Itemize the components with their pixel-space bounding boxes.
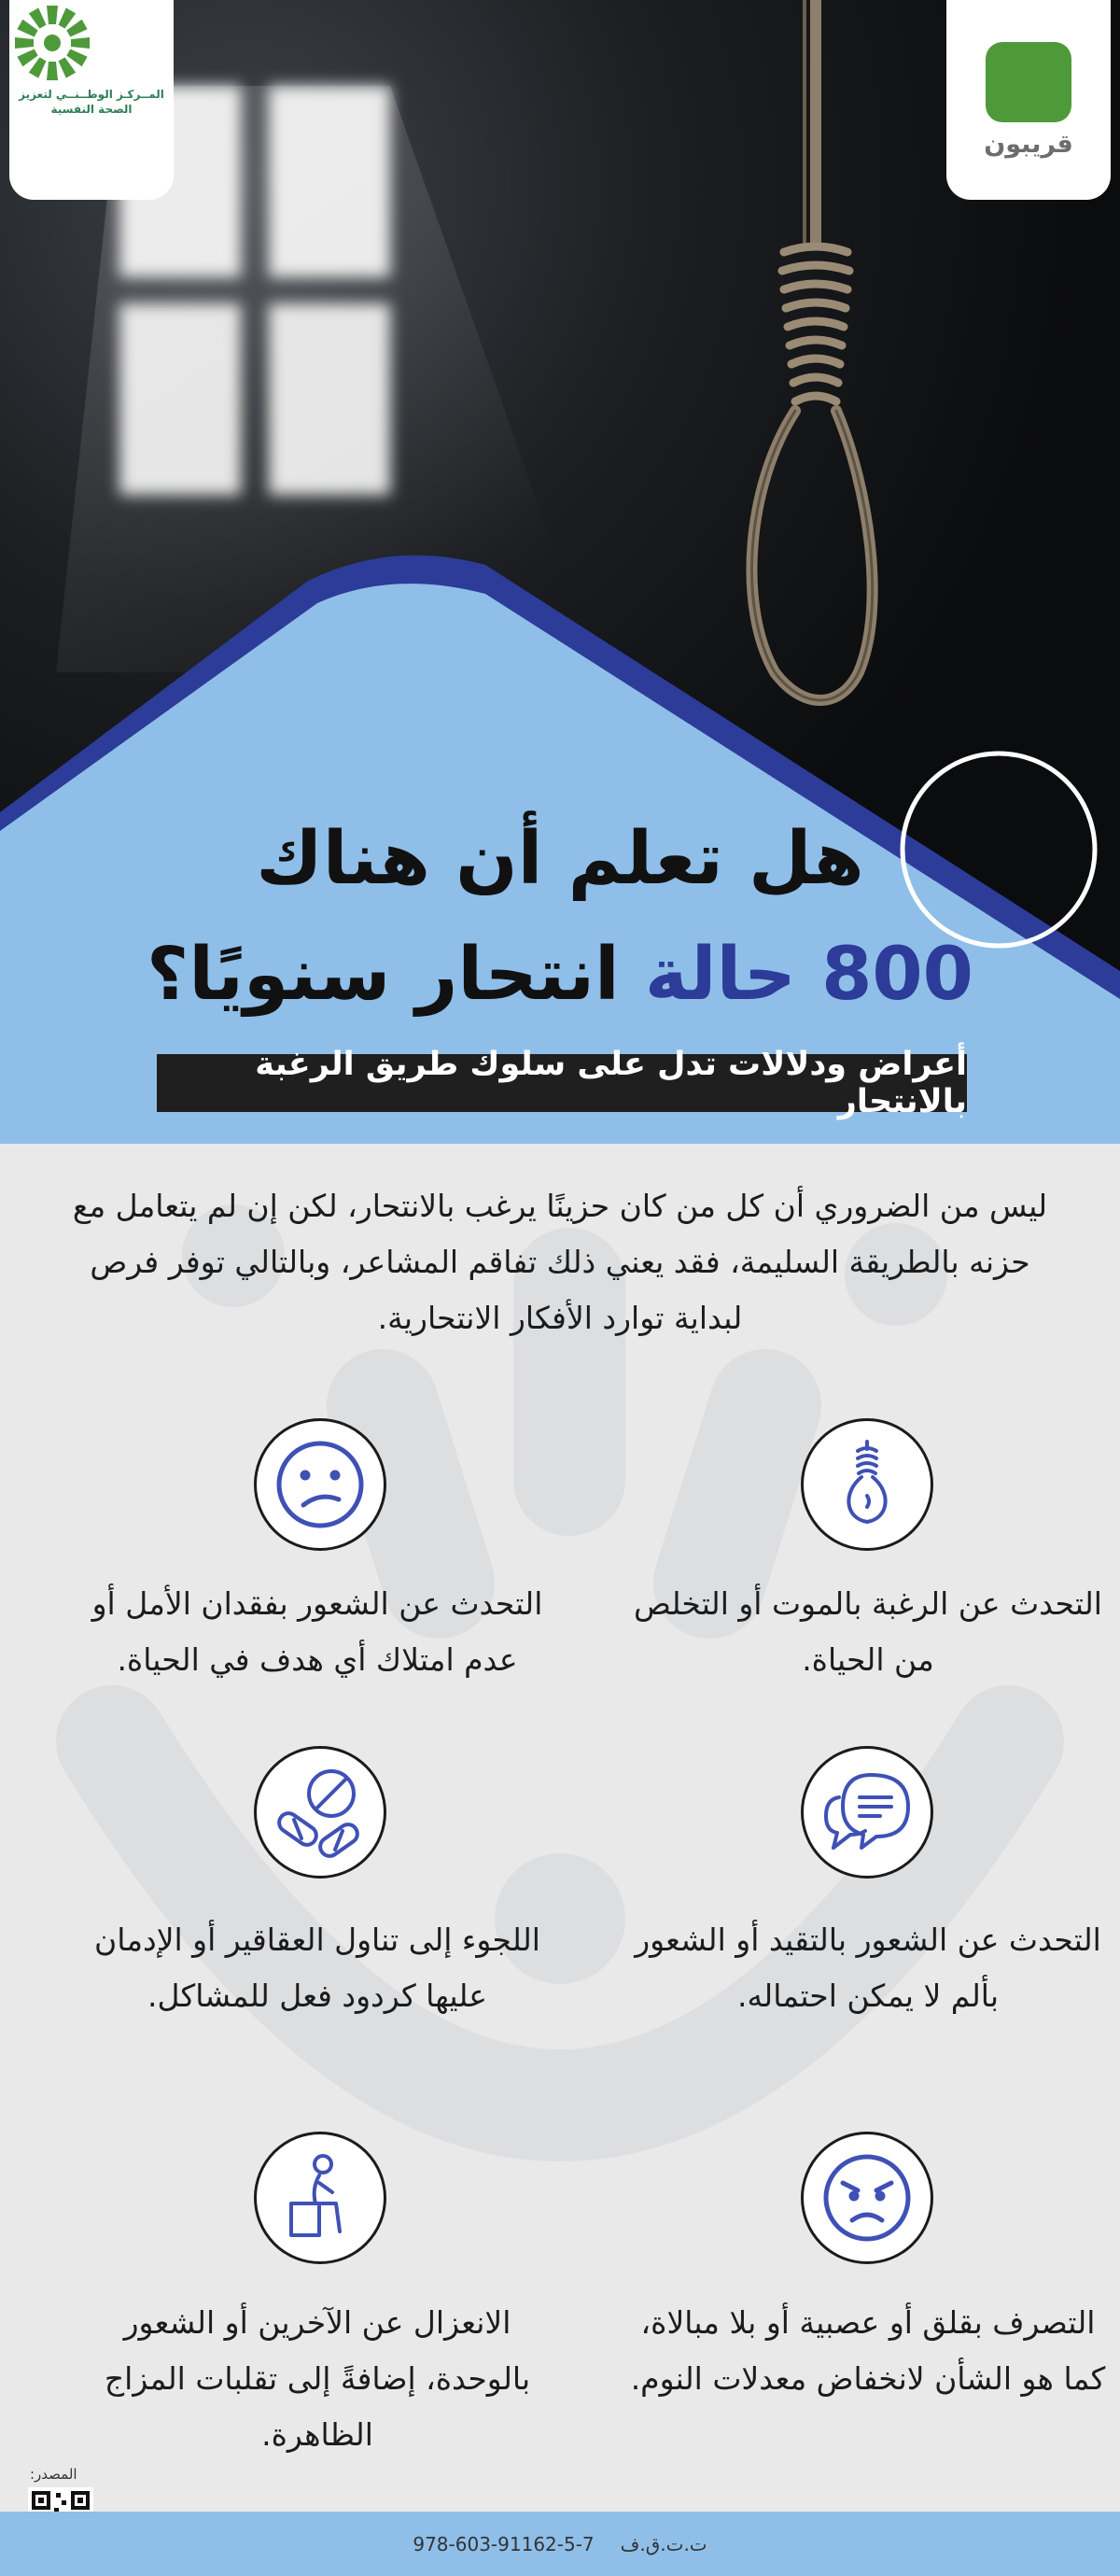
qareeboon-logo [946,0,1111,200]
qareeboon-name: قريبون [984,129,1073,159]
angry-face-icon [801,2132,933,2264]
headline-rest: انتحار سنويًا؟ [147,933,620,1017]
pills-icon [254,1746,386,1879]
isbn-number: 978-603-91162-5-7 [413,2532,595,2555]
sad-face-icon [254,1418,386,1551]
isolated-person-icon [254,2132,386,2264]
hero-section [0,0,1120,1144]
item-hopelessness: التحدث عن الشعور بفقدان الأمل أو عدم امتلاك أي هدف في الحياة. [91,1585,543,1678]
isbn-label: ت.ت.ق.ف [620,2532,707,2555]
headline-accent: 800 حالة [644,933,973,1017]
intro-paragraph: ليس من الضروري أن كل من كان حزينًا يرغب بالانتحار، لكن إن لم يتعامل مع حزنه بالطريقة السليمة، فقد يعني ذلك تفاقم المشاعر، وبالتالي توفر فرص لبداية توارد الأفكار الانتحارية. [72,1188,1048,1336]
national-center-logo-icon [9,0,95,86]
speech-bubbles-icon [801,1746,933,1879]
headline-line-2 [0,930,1120,1020]
subtitle-banner: أعراض ودلالات تدل على سلوك طريق الرغبة بالانتحار [157,1054,967,1112]
item-death-wish: التحدث عن الرغبة بالموت أو التخلص من الحياة. [634,1585,1102,1678]
footer-bar [0,2512,1120,2576]
item-isolation: الانعزال عن الآخرين أو الشعور بالوحدة، إضافةً إلى تقلبات المزاج الظاهرة. [104,2304,531,2453]
headline-line-1: هل تعلم أن هناك [256,817,864,901]
qareeboon-logo-icon [986,42,1071,122]
national-center-name: المــركـز الوطــنــي لتعزيز الصحة النفسية [19,88,164,116]
item-anxiety: التصرف بقلق أو عصبية أو بلا مبالاة، كما هو الشأن لانخفاض معدلات النوم. [630,2304,1106,2397]
noose-icon [801,1418,933,1551]
item-pain: التحدث عن الشعور بالتقيد أو الشعور بألم لا يمكن احتماله. [635,1921,1101,2014]
national-center-logo [9,0,174,200]
item-substance-use: اللجوء إلى تناول العقاقير أو الإدمان عليها كردود فعل للمشاكل. [94,1921,540,2014]
source-label: المصدر: [30,2466,77,2483]
